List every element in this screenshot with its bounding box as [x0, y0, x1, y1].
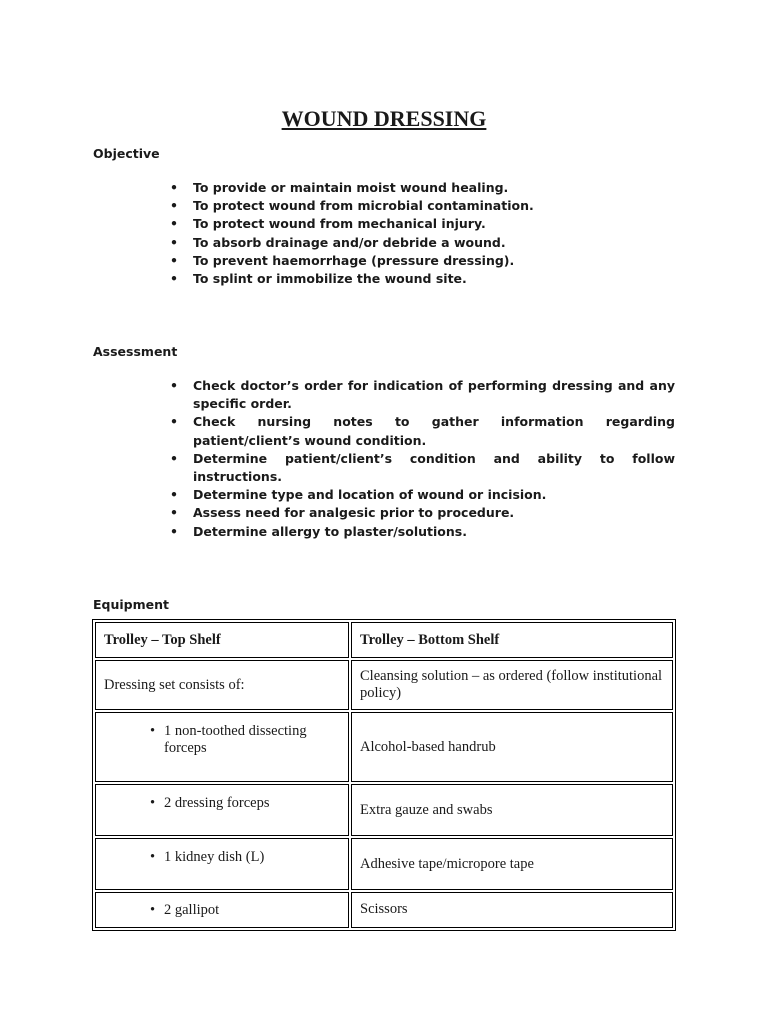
table-row	[95, 892, 673, 928]
bottom-shelf-cell: Extra gauze and swabs	[351, 784, 673, 836]
table-row	[95, 784, 673, 836]
list-item: • Determine type and location of wound or incision.	[170, 486, 675, 504]
document-title: WOUND DRESSING	[281, 106, 487, 131]
table-row	[95, 838, 673, 890]
list-item: • To prevent haemorrhage (pressure dressing).	[170, 252, 675, 270]
list-item: • To splint or immobilize the wound site.	[170, 270, 675, 288]
list-item: • Determine patient/client’s condition and ability to follow instructions.	[170, 450, 675, 486]
equipment-table	[92, 619, 676, 931]
list-item: • Check doctor’s order for indication of performing dressing and any specific order.	[170, 377, 675, 413]
assessment-heading: Assessment	[93, 344, 178, 359]
bottom-shelf-cell: Adhesive tape/micropore tape	[351, 838, 673, 890]
bullet-item: • 1 kidney dish (L)	[104, 849, 340, 866]
list-item: • To absorb drainage and/or debride a wound.	[170, 234, 675, 252]
top-shelf-cell: Dressing set consists of:	[95, 660, 349, 710]
bottom-shelf-cell: Alcohol-based handrub	[351, 712, 673, 782]
bullet-item: • 1 non-toothed dissecting forceps	[104, 723, 340, 757]
header-top-shelf: Trolley – Top Shelf	[95, 622, 349, 658]
top-shelf-cell	[95, 712, 349, 782]
list-item: • Assess need for analgesic prior to procedure.	[170, 504, 675, 522]
bottom-shelf-cell: Scissors	[351, 892, 673, 928]
bullet-item: • 2 dressing forceps	[104, 795, 340, 812]
list-item: • To protect wound from mechanical injury.	[170, 215, 675, 233]
bottom-shelf-cell: Cleansing solution – as ordered (follow institutional policy)	[351, 660, 673, 710]
table-row	[95, 712, 673, 782]
objective-list	[170, 179, 675, 288]
list-item: • Determine allergy to plaster/solutions.	[170, 523, 675, 541]
top-shelf-cell	[95, 784, 349, 836]
header-bottom-shelf: Trolley – Bottom Shelf	[351, 622, 673, 658]
assessment-list	[170, 377, 675, 541]
table-header-row	[95, 622, 673, 658]
top-shelf-cell	[95, 892, 349, 928]
equipment-heading: Equipment	[93, 597, 169, 612]
list-item: • To protect wound from microbial contamination.	[170, 197, 675, 215]
objective-heading: Objective	[93, 146, 160, 161]
top-shelf-cell	[95, 838, 349, 890]
bullet-item: • 2 gallipot	[104, 902, 340, 919]
list-item: • Check nursing notes to gather information regarding patient/client’s wound condition.	[170, 413, 675, 449]
table-row	[95, 660, 673, 710]
list-item: • To provide or maintain moist wound healing.	[170, 179, 675, 197]
